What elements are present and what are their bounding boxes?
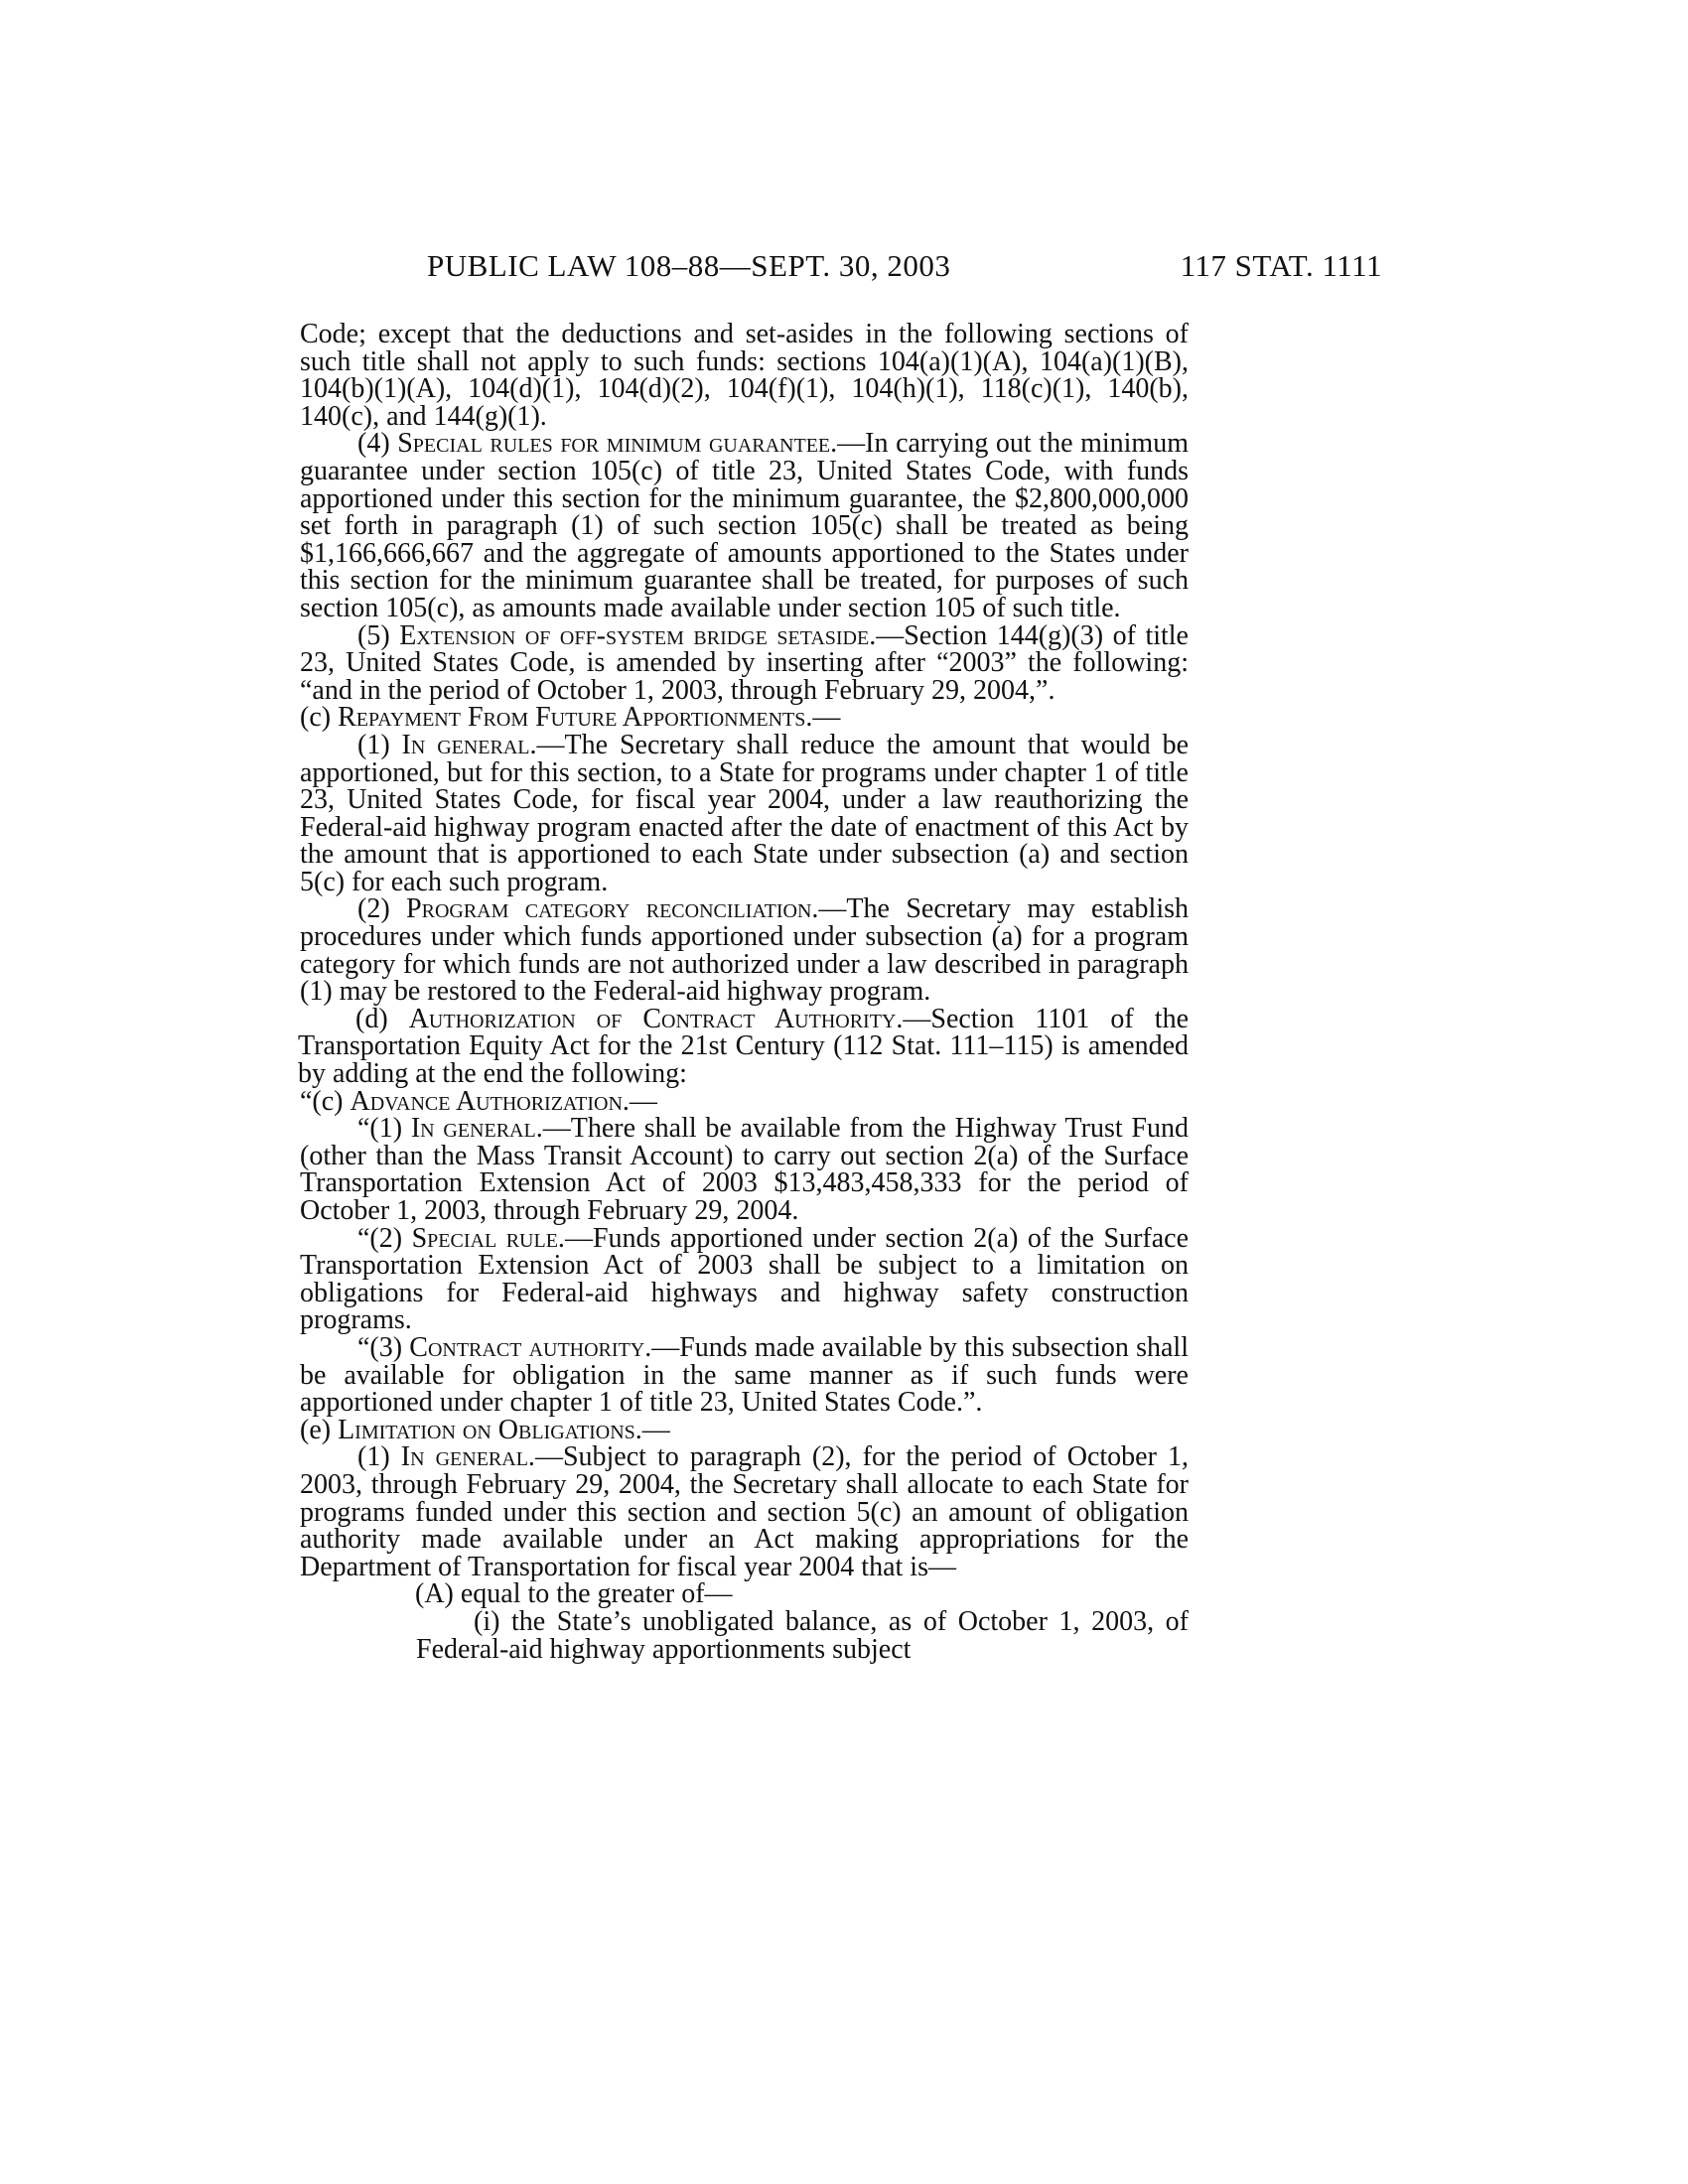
- document-body: [300, 321, 1189, 1663]
- clause-i: (i) the State’s unobligated balance, as of October 1, 2003, of Federal-aid highway apportionments subject: [416, 1605, 1189, 1665]
- quoted-paragraph-1: “(1) In general.—There shall be available from the Highway Trust Fund (other than the Mass Transit Account) to carry out section 2(a) of the Surface Transportation Extension Act of 2003 $13,483,458,333 for the period of October 1, 2003, through February 29, 2004.: [300, 1113, 1189, 1226]
- subparagraph-a: (A) equal to the greater of—: [415, 1578, 733, 1610]
- running-head-title: PUBLIC LAW 108–88—SEPT. 30, 2003: [427, 248, 951, 283]
- paragraph-c1-in-general: (1) In general.—The Secretary shall reduce the amount that would be apportioned, but for this section, to a State for programs under chapter 1 of title 23, United States Code, for fiscal year 2004, under a law reauthorizing the Federal-aid highway program enacted after the date of enactment of this Act by the amount that is apportioned to each State under subsection (a) and section 5(c) for each such program.: [300, 729, 1189, 897]
- paragraph-continuation: Code; except that the deductions and set-asides in the following sections of such title shall not apply to such funds: sections 104(a)(1)(A), 104(a)(1)(B), 104(b)(1)(A), 104(d)(1), 104(d)(2), 104(f)(1), 104(h)(1), 118(c)(1), 140(b), 140(c), and 144(g)(1).: [300, 319, 1189, 432]
- statute-page-number: 117 STAT. 1111: [1180, 248, 1382, 283]
- subsection-d-contract-authority: (d) Authorization of Contract Authority.—Section 1101 of the Transportation Equity Act for the 21st Century (112 Stat. 111–115) is amended by adding at the end the following:: [298, 1003, 1190, 1090]
- quoted-subsection-c-heading: “(c) Advance Authorization.—: [300, 1085, 657, 1117]
- quoted-paragraph-2: “(2) Special rule.—Funds apportioned under section 2(a) of the Surface Transportation Extension Act of 2003 shall be subject to a limitation on obligations for Federal-aid highways and highway safety construction programs.: [300, 1222, 1190, 1336]
- paragraph-c2-reconciliation: (2) Program category reconciliation.—The Secretary may establish procedures under which funds apportioned under subsection (a) for a program category for which funds are not authorized under a law described in paragraph (1) may be restored to the Federal-aid highway program.: [300, 893, 1189, 1008]
- paragraph-4-special-rules: (4) Special rules for minimum guarantee.—In carrying out the minimum guarantee under section 105(c) of title 23, United States Code, with funds apportioned under this section for the minimum guarantee, the $2,800,000,000 set forth in paragraph (1) of such section 105(c) shall be treated as being $1,166,666,667 and the aggregate of amounts apportioned to the States under this section for the minimum guarantee shall be treated, for purposes of such section 105(c), as amounts made available under section 105 of such title.: [300, 428, 1189, 623]
- paragraph-e1-in-general: (1) In general.—Subject to paragraph (2), for the period of October 1, 2003, through February 29, 2004, the Secretary shall allocate to each State for programs funded under this section and section 5(c) an amount of obligation authority made available under an Act making appropriations for the Department of Transportation for fiscal year 2004 that is—: [300, 1441, 1189, 1582]
- page-header: [298, 248, 1382, 284]
- quoted-paragraph-3: “(3) Contract authority.—Funds made available by this subsection shall be available for obligation in the same manner as if such funds were apportioned under chapter 1 of title 23, United States Code.”.: [300, 1331, 1189, 1419]
- subsection-e-heading: (e) Limitation on Obligations.—: [300, 1414, 670, 1445]
- paragraph-5-bridge-setaside: (5) Extension of off-system bridge setaside.—Section 144(g)(3) of title 23, United States Code, is amended by inserting after “2003” the following: “and in the period of October 1, 2003, through February 29, 2004,”.: [300, 619, 1189, 706]
- subsection-c-heading: (c) Repayment From Future Apportionments.—: [300, 702, 841, 734]
